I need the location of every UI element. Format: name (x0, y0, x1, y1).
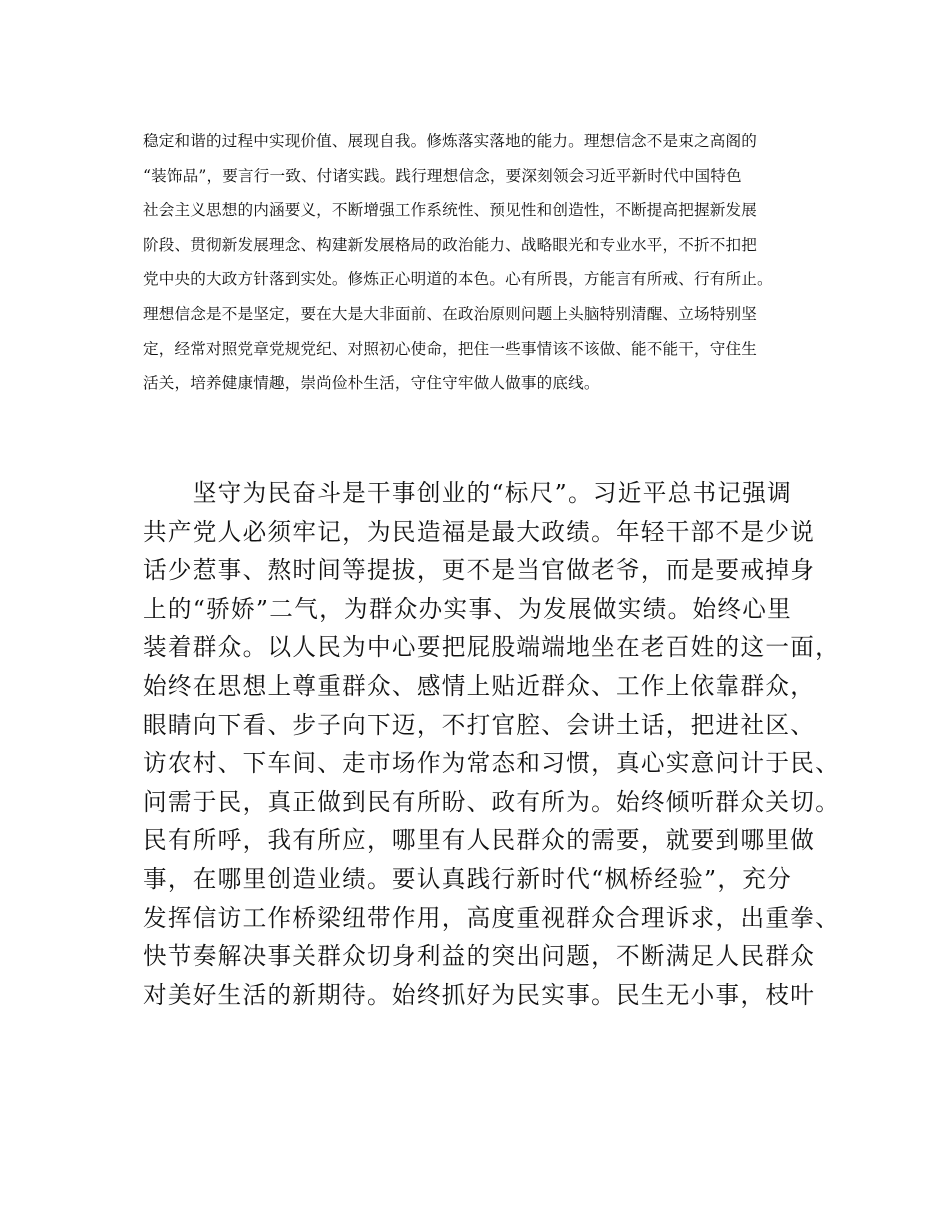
text-line: 民有所呼，我有所应，哪里有人民群众的需要，就要到哪里做 (143, 826, 816, 855)
text-line: 装着群众。以人民为中心要把屁股端端地坐在老百姓的这一面， (143, 633, 841, 662)
text-line: 共产党人必须牢记，为民造福是最大政绩。年轻干部不是少说 (143, 517, 816, 546)
text-line: 党中央的大政方针落到实处。修炼正心明道的本色。心有所畏，方能言有所戒、行有所止。 (143, 270, 773, 289)
text-line: 始终在思想上尊重群众、感情上贴近群众、工作上依靠群众， (143, 671, 816, 700)
text-line: 问需于民，真正做到民有所盼、政有所为。始终倾听群众关切。 (143, 787, 841, 816)
text-line: 活关，培养健康情趣，崇尚俭朴生活，守住守牢做人做事的底线。 (143, 374, 600, 393)
paragraph-2 (143, 474, 841, 1014)
text-line: 话少惹事、熬时间等提拔，更不是当官做老爷，而是要戒掉身 (143, 556, 816, 585)
text-line: 访农村、下车间、走市场作为常态和习惯，真心实意问计于民、 (143, 749, 841, 778)
text-line: 上的“骄娇”二气，为群众办实事、为发展做实绩。始终心里 (143, 594, 793, 623)
text-line: 定，经常对照党章党规党纪、对照初心使命，把住一些事情该不该做、能不能干，守住生 (143, 339, 758, 358)
text-line: 快节奏解决事关群众切身利益的突出问题，不断满足人民群众 (143, 942, 816, 971)
text-line: 坚守为民奋斗是干事创业的“标尺”。习近平总书记强调 (143, 479, 793, 507)
text-line: 眼睛向下看、步子向下迈，不打官腔、会讲土话，把进社区、 (143, 710, 816, 739)
paragraph-1 (143, 124, 823, 401)
text-line: “装饰品”，要言行一致、付诸实践。践行理想信念，要深刻领会习近平新时代中国特色 (143, 166, 742, 185)
text-line: 理想信念是不是坚定，要在大是大非面前、在政治原则问题上头脑特别清醒、立场特别坚 (143, 304, 758, 323)
text-line: 对美好生活的新期待。始终抓好为民实事。民生无小事，枝叶 (143, 980, 816, 1009)
text-line: 阶段、贯彻新发展理念、构建新发展格局的政治能力、战略眼光和专业水平，不折不扣把 (143, 235, 758, 254)
text-line: 稳定和谐的过程中实现价值、展现自我。修炼落实落地的能力。理想信念不是束之高阁的 (143, 132, 758, 150)
text-line: 发挥信访工作桥梁纽带作用，高度重视群众合理诉求，出重拳、 (143, 903, 841, 932)
text-line: 事，在哪里创造业绩。要认真践行新时代“枫桥经验”，充分 (143, 864, 793, 893)
text-line: 社会主义思想的内涵要义，不断增强工作系统性、预见性和创造性，不断提高把握新发展 (143, 201, 758, 220)
